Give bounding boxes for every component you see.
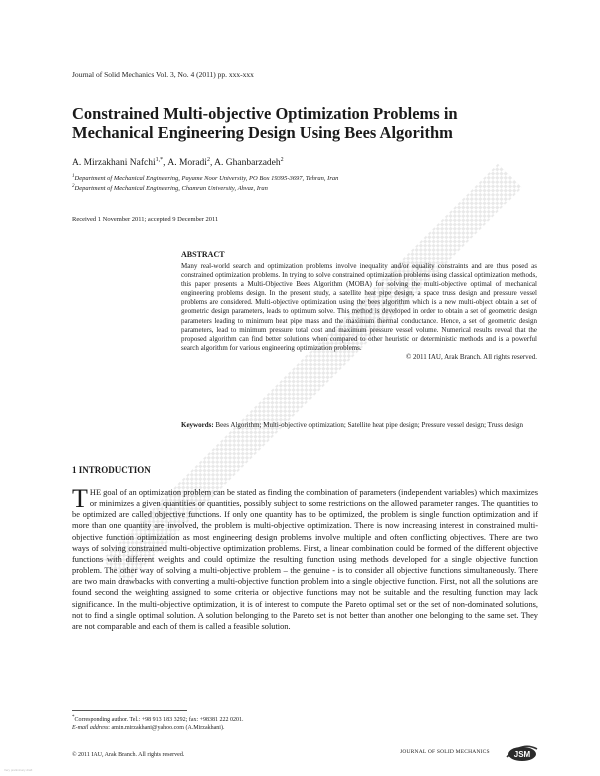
author-2-sup: 2 [206,157,210,163]
affiliation-2 [72,184,268,192]
footer-copyright: © 2011 IAU, Arak Branch. All rights reserved. [72,752,185,758]
footer-journal-name: JOURNAL OF SOLID MECHANICS [400,749,490,755]
journal-line: Journal of Solid Mechanics Vol. 3, No. 4 (2011) pp. xxx-xxx [72,70,254,79]
paper-title: Constrained Multi-objective Optimization Problems in Mechanical Engineering Design Using Bees Algorithm [72,104,458,142]
drop-cap: T [72,484,88,513]
affiliation-1 [72,174,338,182]
author-3-sup: 2 [280,157,284,163]
received-dates: Received 1 November 2011; accepted 9 December 2011 [72,216,219,223]
author-1-sup: 1,* [155,157,164,163]
keywords [181,421,537,430]
footnote-rule [72,710,187,711]
abstract-copyright: © 2011 IAU, Arak Branch. All rights reserved. [405,352,537,361]
footnote-mark: * [72,715,75,720]
author-2: A. Moradi [167,158,207,169]
keywords-label: Keywords: [181,421,214,429]
introduction-body [72,484,538,632]
affiliation-num: 2 [72,184,75,189]
introduction-text: HE goal of an optimization problem can be stated as finding the combination of parameters (independent variables) which maximizes or minimizes a given quantities or quantities, possibly subject to some restrictions on the allowed parameter ranges. The quantities to be optimized are called objective functions. If only one quantity has to be optimized, the problem is single function optimization and if more than one quantity are involved, the problem is multi-objective optimization. There is now increasing interest in constrained multi-objective function optimization as most engineering design problems involve multiple and often conflicting objectives. There are two ways of solving constrained multi-objective optimization problems. First, a linear combination could be formed of the different objective functions with different weights and could optimize the resulting function using methods developed for a single objective function problem. The other way of solving a multi-objective problem – the genuine - is to consider all objective functions simultaneously. There are two main drawbacks with converting a multi-objective function problem into a single objective function. First, not all the solutions are found second the weighting assigned to some criteria or objective functions may not be suitable and the resulting function may lack significance. In the multi-objective optimization, it is of interest to compute the Pareto optimal set or the set of non-dominated solutions, not to find a single optimal solution. A solution belonging to the Pareto set is not better than another one belonging to the same set. They are not comparable and each of them is called a feasible solution. [72,488,538,631]
affiliation-text: Department of Mechanical Engineering, Chamran University, Ahvaz, Iran [74,185,268,193]
author-sep: , [209,158,215,169]
keywords-text: Bees Algorithm; Multi-objective optimization; Satellite heat pipe design; Pressure vessel design; Truss design [213,421,523,429]
footnote-text: Corresponding author. Tel.: +98 913 183 3292; fax: +98381 222 0201. [74,717,244,723]
section-heading-introduction: 1 INTRODUCTION [72,465,151,475]
logo-text: JSM [513,750,531,759]
abstract-text: Many real-world search and optimization problems involve inequality and/or equality constraints and are thus posed as constrained optimization problems. In trying to solve constrained optimization problems using classical optimization methods, this paper presents a Multi-Objective Bees Algorithm (MOBA) for solving the multi-objective optimal of mechanical engineering problems design. In the present study, a satellite heat pipe design, a space truss design and pressure vessel problems are considered. Multi-objective optimization using the bees algorithm which is a new multi-object obtain a set of geometric design parameters, leads to optimum solve. This method is developed in order to obtain a set of geometric design parameters leading to minimum heat pipe mass and the maximum thermal conductance. Hence, a set of geometric design parameters, lead to minimum pressure total cost and maximum pressure vessel volume. Numerical results reveal that the proposed algorithm can find better solutions when compared to other heuristic or deterministic methods and is a powerful search algorithm for various engineering optimization problems. [181,262,537,352]
footnote-corresponding [72,715,244,723]
affiliation-num: 1 [72,174,75,179]
abstract-heading: ABSTRACT [181,250,225,259]
jsm-logo-icon [505,743,539,763]
author-list [72,157,284,168]
author-3: A. Ghanbarzadeh [214,158,281,169]
author-sep: , [163,158,168,169]
email-text[interactable]: : amin.mirzakhani@yahoo.com (A.Mirzakhani). [108,725,225,731]
abstract-body [181,262,537,362]
footnote-email [72,725,224,731]
author-1: A. Mirzakhani Nafchi [72,158,156,169]
affiliation-text: Department of Mechanical Engineering, Payame Noor University, PO Box 19395-3697, Tehran, Iran [74,175,339,183]
email-label: E-mail address [72,725,109,731]
corner-mark: Very preliminary draft [4,768,33,772]
